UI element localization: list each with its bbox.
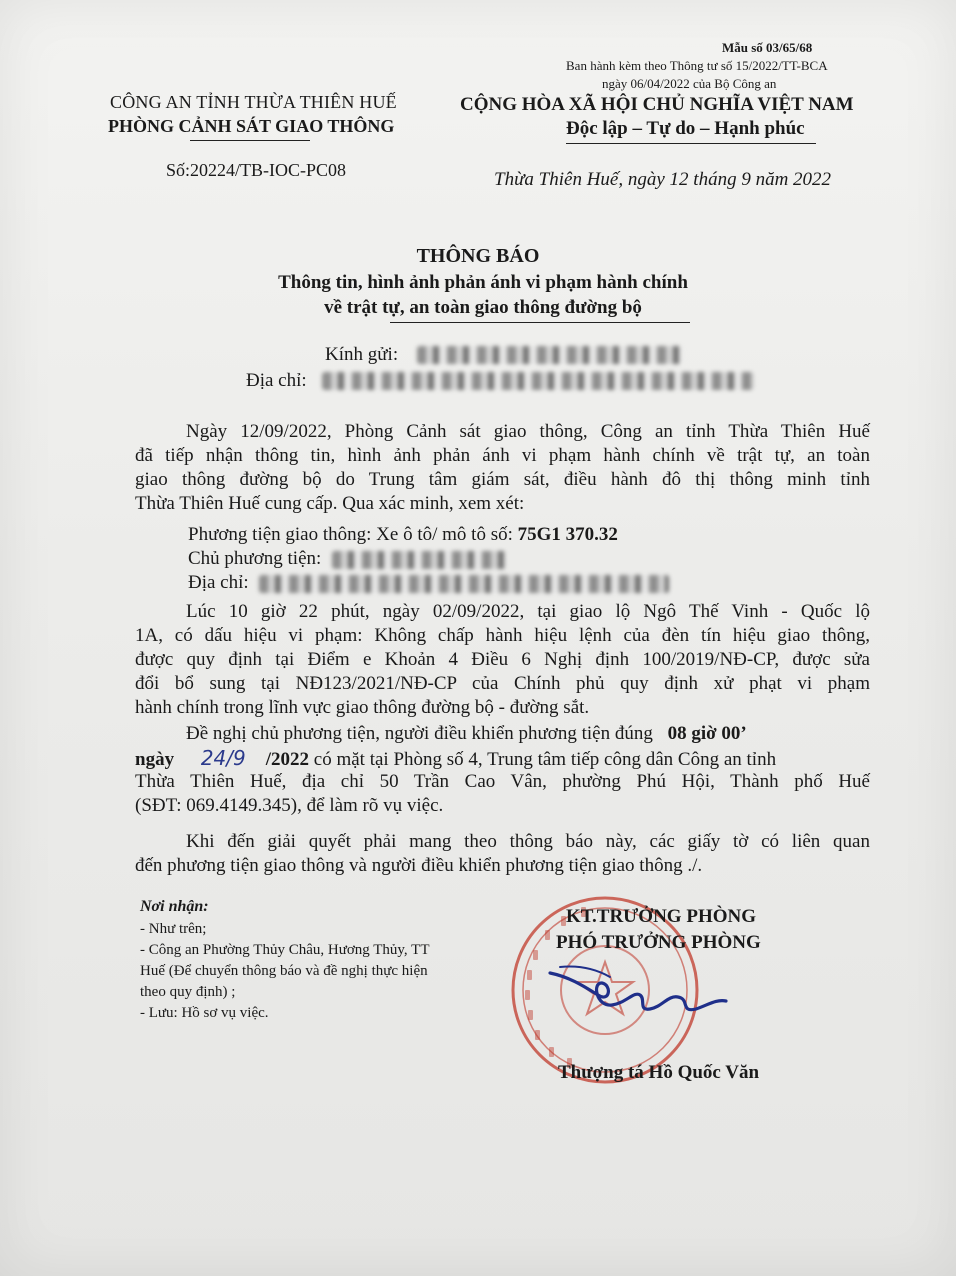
recipient-address-redacted — [322, 372, 754, 390]
vehicle-plate: 75G1 370.32 — [517, 524, 618, 545]
appointment-day-label: ngày — [135, 749, 175, 770]
agency-name: CÔNG AN TỈNH THỪA THIÊN HUẾ — [110, 92, 397, 112]
vehicle-line — [188, 523, 618, 547]
department-name: PHÒNG CẢNH SÁT GIAO THÔNG — [108, 116, 395, 136]
para3-text: Đề nghị chủ phương tiện, người điều khiển phương tiện đúng — [186, 723, 653, 744]
para3-line1 — [186, 722, 747, 746]
para4-line1: Khi đến giải quyết phải mang theo thông báo này, các giấy tờ có liên quan — [186, 831, 870, 852]
owner-redacted — [332, 551, 507, 569]
title-underline — [390, 322, 690, 323]
signature-title-2: PHÓ TRƯỞNG PHÒNG — [556, 932, 761, 953]
form-code: Mẫu số 03/65/68 — [722, 40, 813, 55]
signer-name: Thượng tá Hồ Quốc Văn — [558, 1062, 760, 1083]
motto-underline — [566, 143, 816, 144]
recipient-label: Kính gửi: — [325, 344, 399, 365]
owner-line — [188, 547, 507, 571]
para3-line3: Thừa Thiên Huế, địa chỉ 50 Trần Cao Vân, phường Phú Hội, Thành phố Huế — [135, 771, 870, 792]
para2-line2: 1A, có dấu hiệu vi phạm: Không chấp hành hiệu lệnh của đèn tín hiệu giao thông, — [135, 625, 870, 646]
recipients-heading: Nơi nhận: — [140, 898, 209, 915]
para1-line2: đã tiếp nhận thông tin, hình ảnh phản ánh vi phạm hành chính về trật tự, an toàn — [135, 445, 870, 466]
recipients-item-2-line1: - Công an Phường Thủy Châu, Hương Thủy, TT — [140, 942, 430, 958]
place-date: Thừa Thiên Huế, ngày 12 tháng 9 năm 2022 — [494, 169, 832, 190]
department-underline — [190, 140, 310, 141]
recipient-redacted — [417, 346, 682, 364]
appointment-date-handwritten: 24/9 — [200, 746, 246, 770]
owner-address-line — [188, 571, 669, 595]
document-title: THÔNG BÁO — [416, 245, 540, 267]
para1-line4: Thừa Thiên Huế cung cấp. Qua xác minh, xem xét: — [135, 493, 525, 514]
para3-line2-rest: có mặt tại Phòng số 4, Trung tâm tiếp công dân Công an tỉnh — [313, 749, 777, 770]
para4-line2: đến phương tiện giao thông và người điều khiển phương tiện giao thông ./. — [135, 855, 703, 876]
recipients-item-1: - Như trên; — [140, 921, 207, 937]
signature-title-1: KT.TRƯỞNG PHÒNG — [566, 906, 756, 927]
para2-line4: đổi bổ sung tại NĐ123/2021/NĐ-CP của Chính phủ quy định xử phạt vi phạm — [135, 673, 870, 694]
vehicle-label: Phương tiện giao thông: Xe ô tô/ mô tô số: — [188, 524, 513, 545]
owner-address-redacted — [259, 575, 669, 593]
handwritten-signature — [540, 955, 740, 1025]
recipients-item-2-line3: theo quy định) ; — [140, 984, 236, 1000]
form-ref-line2: ngày 06/04/2022 của Bộ Công an — [602, 76, 777, 91]
owner-label: Chủ phương tiện: — [188, 548, 322, 569]
appointment-year: /2022 — [265, 749, 310, 770]
recipients-item-2-line2: Huế (Để chuyển thông báo và đề nghị thực hiện — [140, 963, 428, 979]
document-subtitle-2: về trật tự, an toàn giao thông đường bộ — [324, 297, 642, 318]
form-ref-line1: Ban hành kèm theo Thông tư số 15/2022/TT-BCA — [566, 58, 828, 73]
para1-line3: giao thông đường bộ do Trung tâm giám sát, điều hành đô thị thông minh tỉnh — [135, 469, 870, 490]
para3-line2 — [135, 746, 870, 772]
para2-line5: hành chính trong lĩnh vực giao thông đường bộ - đường sắt. — [135, 697, 590, 718]
para3-line4: (SĐT: 069.4149.345), để làm rõ vụ việc. — [135, 795, 444, 816]
document-subtitle-1: Thông tin, hình ảnh phản ánh vi phạm hành chính — [278, 272, 688, 293]
para2-line1: Lúc 10 giờ 22 phút, ngày 02/09/2022, tại giao lộ Ngô Thế Vinh - Quốc lộ — [186, 601, 870, 622]
para2-line3: được quy định tại Điểm e Khoản 4 Điều 6 Nghị định 100/2019/NĐ-CP, được sửa — [135, 649, 870, 670]
appointment-time: 08 giờ 00’ — [667, 723, 747, 744]
country-name: CỘNG HÒA XÃ HỘI CHỦ NGHĨA VIỆT NAM — [460, 94, 854, 115]
para1-line1: Ngày 12/09/2022, Phòng Cảnh sát giao thông, Công an tỉnh Thừa Thiên Huế — [186, 421, 870, 442]
recipient-address-label: Địa chỉ: — [246, 370, 307, 391]
document-number: Số:20224/TB-IOC-PC08 — [166, 160, 347, 180]
recipients-item-3: - Lưu: Hồ sơ vụ việc. — [140, 1005, 269, 1021]
owner-address-label: Địa chỉ: — [188, 572, 249, 593]
national-motto: Độc lập – Tự do – Hạnh phúc — [566, 118, 805, 139]
